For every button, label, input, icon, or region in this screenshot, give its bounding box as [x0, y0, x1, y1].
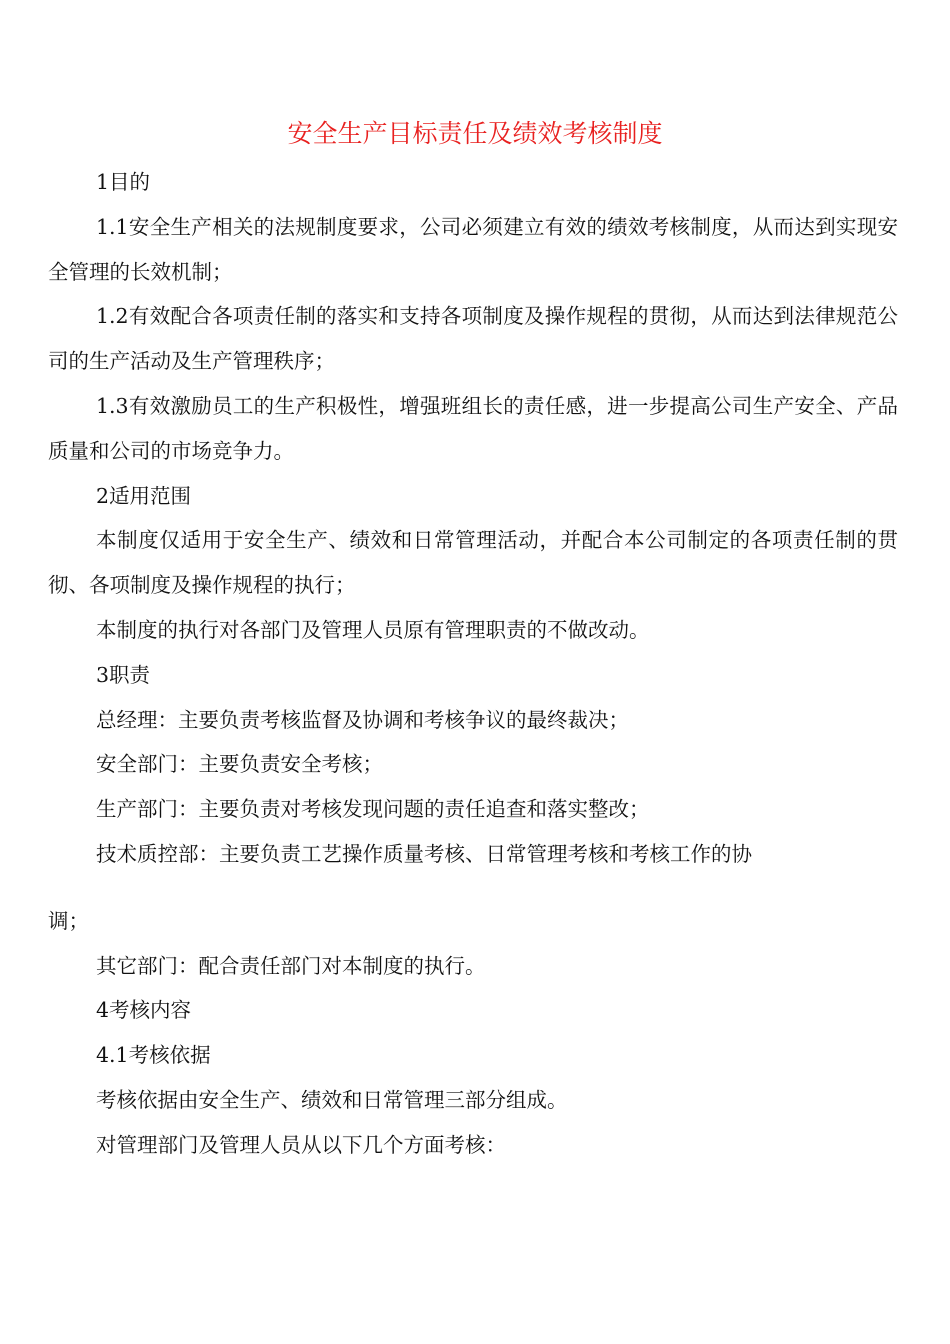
line-gap — [48, 877, 898, 899]
paragraph-scope-1: 本制度仅适用于安全生产、绩效和日常管理活动，并配合本公司制定的各项责任制的贯彻、各项制度及操作规程的执行； — [48, 528, 898, 598]
paragraph-1-2: 1.2有效配合各项责任制的落实和支持各项制度及操作规程的贯彻，从而达到法律规范公司的生产活动及生产管理秩序； — [48, 304, 898, 374]
responsibility-tech-qc-dept: 技术质控部：主要负责工艺操作质量考核、日常管理考核和考核工作的协 — [96, 841, 752, 866]
document-title: 安全生产目标责任及绩效考核制度 — [287, 119, 663, 148]
responsibility-general-manager: 总经理：主要负责考核监督及协调和考核争议的最终裁决； — [96, 707, 629, 732]
section-heading-responsibilities: 3职责 — [96, 662, 151, 687]
paragraph-basis-1: 考核依据由安全生产、绩效和日常管理三部分组成。 — [96, 1087, 568, 1112]
document-body — [48, 160, 898, 1168]
section-heading-assessment: 4考核内容 — [96, 998, 192, 1023]
paragraph-basis-2: 对管理部门及管理人员从以下几个方面考核： — [96, 1132, 506, 1157]
section-heading-purpose: 1目的 — [96, 170, 151, 194]
responsibility-other-depts: 其它部门：配合责任部门对本制度的执行。 — [96, 953, 486, 978]
responsibility-tech-qc-dept-continued: 调； — [48, 908, 89, 933]
section-heading-scope: 2适用范围 — [96, 483, 192, 508]
responsibility-production-dept: 生产部门：主要负责对考核发现问题的责任追查和落实整改； — [96, 797, 650, 822]
subsection-heading-basis: 4.1考核依据 — [96, 1043, 211, 1068]
paragraph-1-3: 1.3有效激励员工的生产积极性，增强班组长的责任感，进一步提高公司生产安全、产品质量和公司的市场竞争力。 — [48, 393, 898, 463]
responsibility-safety-dept: 安全部门：主要负责安全考核； — [96, 752, 383, 777]
paragraph-scope-2: 本制度的执行对各部门及管理人员原有管理职责的不做改动。 — [96, 617, 650, 642]
paragraph-1-1: 1.1安全生产相关的法规制度要求，公司必须建立有效的绩效考核制度，从而达到实现安全管理的长效机制； — [48, 214, 898, 284]
